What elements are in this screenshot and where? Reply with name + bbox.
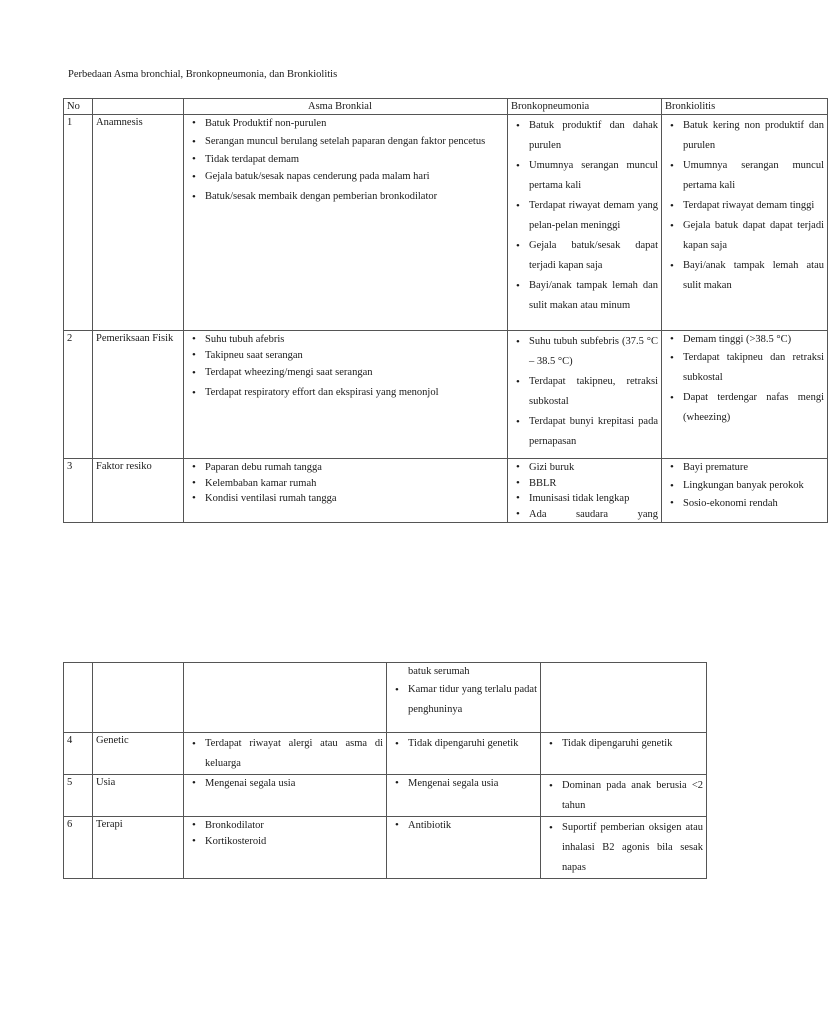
row-number: 4 xyxy=(64,733,93,775)
table-row xyxy=(64,775,707,817)
bronkiolitis-cell xyxy=(662,331,828,459)
bronkopneumonia-cell xyxy=(508,115,662,331)
row-category: Faktor resiko xyxy=(93,459,184,523)
row-number: 3 xyxy=(64,459,93,523)
bronkopneumonia-cell xyxy=(508,331,662,459)
list-item: • Terdapat takipneu dan retraksi subkostal xyxy=(683,348,824,388)
list-item: • Mengenai segala usia xyxy=(408,776,537,792)
list-item: • Tidak dipengaruhi genetik xyxy=(562,734,703,754)
list-item: • Bayi premature xyxy=(683,460,824,476)
bronkiolitis-cell xyxy=(541,817,707,879)
list-item-continuation: batuk serumah xyxy=(408,666,470,677)
row-number: 2 xyxy=(64,331,93,459)
asma-cell xyxy=(184,775,387,817)
list-item: • Bayi/anak tampak lemah atau sulit makan xyxy=(683,256,824,296)
table-row xyxy=(64,817,707,879)
list-item: • Kondisi ventilasi rumah tangga xyxy=(205,491,504,507)
list-item: • Terdapat takipneu, retraksi subkostal xyxy=(529,372,658,412)
list-item: • Sosio-ekonomi rendah xyxy=(683,496,824,512)
list-item: • Umumnya serangan muncul pertama kali xyxy=(529,156,658,196)
row-category: Terapi xyxy=(93,817,184,879)
header-asma: Asma Bronkial xyxy=(184,99,508,115)
list-item: • Batuk/sesak membaik dengan pemberian bronkodilator xyxy=(205,187,504,207)
row-number: 1 xyxy=(64,115,93,331)
asma-cell xyxy=(184,817,387,879)
list-item: • Ada saudara yang xyxy=(529,507,658,523)
comparison-table-continued xyxy=(63,662,707,879)
list-item: • Dapat terdengar nafas mengi (wheezing) xyxy=(683,388,824,428)
header-no: No xyxy=(64,99,93,115)
header-bronkiolitis: Bronkiolitis xyxy=(662,99,828,115)
table-row xyxy=(64,663,707,733)
list-item: • Terdapat wheezing/mengi saat serangan xyxy=(205,363,504,383)
document-title: Perbedaan Asma bronchial, Bronkopneumonia, dan Bronkiolitis xyxy=(68,69,338,80)
list-item: • Bayi/anak tampak lemah dan sulit makan atau minum xyxy=(529,276,658,316)
comparison-table xyxy=(63,98,828,523)
list-item: • Suhu tubuh afebris xyxy=(205,332,504,348)
asma-cell xyxy=(184,733,387,775)
list-item: • Gizi buruk xyxy=(529,460,658,476)
list-item: • Batuk produktif dan dahak purulen xyxy=(529,116,658,156)
header-category xyxy=(93,99,184,115)
list-item: • Terdapat riwayat demam yang pelan-pelan meninggi xyxy=(529,196,658,236)
list-item: • Mengenai segala usia xyxy=(205,776,383,792)
row-category: Usia xyxy=(93,775,184,817)
list-item: • Takipneu saat serangan xyxy=(205,348,504,364)
table-row xyxy=(64,115,828,331)
list-item: • Umumnya serangan muncul pertama kali xyxy=(683,156,824,196)
list-item: • Bronkodilator xyxy=(205,818,383,834)
list-item: • Gejala batuk/sesak napas cenderung pada malam hari xyxy=(205,167,504,187)
table-row xyxy=(64,733,707,775)
row-number: 5 xyxy=(64,775,93,817)
row-category: Genetic xyxy=(93,733,184,775)
list-item: • Lingkungan banyak perokok xyxy=(683,476,824,496)
row-category: Pemeriksaan Fisik xyxy=(93,331,184,459)
list-item: • Terdapat riwayat alergi atau asma di keluarga xyxy=(205,734,383,774)
bronkiolitis-cell xyxy=(541,733,707,775)
list-item: • Tidak terdapat demam xyxy=(205,152,504,168)
list-item: • Kortikosteroid xyxy=(205,834,383,850)
bronkopneumonia-cell xyxy=(508,459,662,523)
list-item: • Antibiotik xyxy=(408,818,537,834)
bronkopneumonia-cell xyxy=(387,817,541,879)
header-bronkopneumonia: Bronkopneumonia xyxy=(508,99,662,115)
row-category: Anamnesis xyxy=(93,115,184,331)
list-item: • Terdapat riwayat demam tinggi xyxy=(683,196,824,216)
list-item: • Batuk Produktif non-purulen xyxy=(205,116,504,132)
bronkiolitis-cell xyxy=(662,115,828,331)
list-item: • Gejala batuk dapat dapat terjadi kapan saja xyxy=(683,216,824,256)
table-row xyxy=(64,331,828,459)
list-item: • Demam tinggi (>38.5 °C) xyxy=(683,332,824,348)
asma-cell xyxy=(184,115,508,331)
list-item: • Kamar tidur yang terlalu padat penghuninya xyxy=(408,680,537,720)
list-item: • Imunisasi tidak lengkap xyxy=(529,491,658,507)
list-item: • Suportif pemberian oksigen atau inhalasi B2 agonis bila sesak napas xyxy=(562,818,703,878)
list-item: • Kelembaban kamar rumah xyxy=(205,476,504,492)
list-item: • Terdapat respiratory effort dan ekspirasi yang menonjol xyxy=(205,383,504,403)
row-number: 6 xyxy=(64,817,93,879)
bronkopneumonia-cell xyxy=(387,775,541,817)
list-item: • Suhu tubuh subfebris (37.5 °C – 38.5 °C) xyxy=(529,332,658,372)
asma-cell xyxy=(184,459,508,523)
table-row xyxy=(64,459,828,523)
bronkiolitis-cell xyxy=(662,459,828,523)
bronkopneumonia-cell xyxy=(387,663,541,733)
list-item: • Gejala batuk/sesak dapat terjadi kapan saja xyxy=(529,236,658,276)
list-item: • BBLR xyxy=(529,476,658,492)
list-item: • Tidak dipengaruhi genetik xyxy=(408,734,537,754)
list-item: • Terdapat bunyi krepitasi pada pernapasan xyxy=(529,412,658,452)
asma-cell xyxy=(184,331,508,459)
table-header-row xyxy=(64,99,828,115)
list-item: • Batuk kering non produktif dan purulen xyxy=(683,116,824,156)
list-item: • Paparan debu rumah tangga xyxy=(205,460,504,476)
bronkiolitis-cell xyxy=(541,775,707,817)
list-item: • Dominan pada anak berusia <2 tahun xyxy=(562,776,703,816)
bronkopneumonia-cell xyxy=(387,733,541,775)
list-item: • Serangan muncul berulang setelah paparan dengan faktor pencetus xyxy=(205,132,504,152)
